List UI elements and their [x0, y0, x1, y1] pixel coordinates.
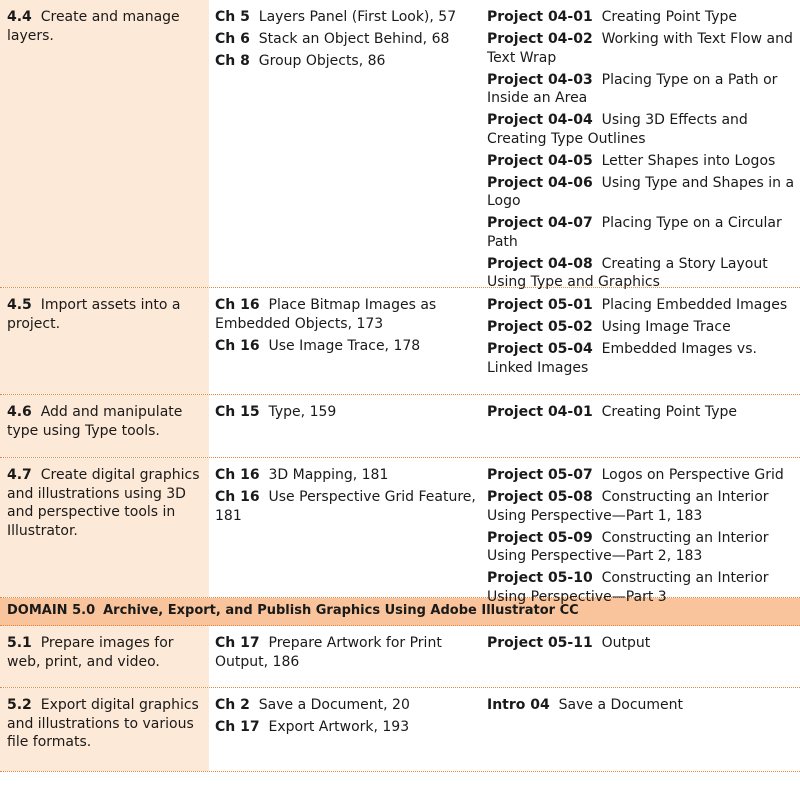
chapter-ref: Ch 5 — [215, 9, 250, 25]
objective-text: Prepare images for web, print, and video. — [7, 635, 174, 670]
chapter-entry — [215, 337, 477, 356]
project-ref: Project 04-08 — [487, 255, 593, 272]
objective-text: Import assets into a project. — [7, 297, 181, 332]
objective-cell — [0, 458, 209, 597]
project-entry — [487, 403, 796, 422]
project-text: Creating Point Type — [601, 404, 737, 420]
chapter-text: Use Perspective Grid Feature, 181 — [215, 489, 476, 524]
project-ref: Project 04-03 — [487, 71, 593, 88]
objective-number: 5.2 — [7, 697, 32, 713]
project-text: Letter Shapes into Logos — [601, 152, 776, 169]
project-text: Output — [601, 635, 651, 651]
project-text: Working with Text Flow and Text Wrap — [487, 31, 793, 66]
project-entry — [487, 30, 796, 67]
chapter-cell — [209, 626, 481, 687]
chapter-ref: Ch 16 — [215, 489, 260, 505]
chapter-cell — [209, 395, 481, 457]
chapter-text: Layers Panel (First Look), 57 — [258, 9, 457, 25]
project-entry — [487, 696, 796, 715]
chapter-ref: Ch 17 — [215, 635, 260, 651]
project-text: Logos on Perspective Grid — [601, 467, 784, 483]
objective-text: Export digital graphics and illustrations to various file formats. — [7, 697, 199, 750]
project-ref: Project 05-02 — [487, 319, 593, 335]
chapter-ref: Ch 16 — [215, 297, 260, 313]
project-entry — [487, 488, 796, 525]
project-ref: Project 05-07 — [487, 467, 593, 483]
project-text: Using Type and Shapes in a Logo — [487, 174, 795, 209]
objective-number: 4.5 — [7, 297, 32, 313]
objective-number: 4.7 — [7, 467, 32, 483]
project-ref: Project 05-09 — [487, 529, 593, 546]
project-ref: Project 05-01 — [487, 297, 593, 313]
chapter-entry — [215, 466, 477, 485]
project-text: Using Image Trace — [601, 319, 731, 335]
chapter-entry — [215, 52, 477, 71]
chapter-ref: Ch 8 — [215, 53, 250, 69]
project-text: Creating a Story Layout Using Type and Graphics — [487, 255, 768, 290]
project-ref: Project 05-11 — [487, 635, 593, 651]
project-text: Placing Type on a Circular Path — [487, 215, 782, 250]
project-ref: Project 04-01 — [487, 404, 593, 420]
project-text: Placing Type on a Path or Inside an Area — [487, 71, 778, 106]
project-entry — [487, 255, 796, 292]
objective-cell — [0, 0, 209, 287]
project-ref: Project 05-08 — [487, 489, 593, 505]
project-entry — [487, 152, 796, 171]
project-text: Creating Point Type — [601, 9, 737, 25]
chapter-ref: Ch 2 — [215, 697, 250, 713]
project-entry — [487, 296, 796, 315]
objective-text: Create and manage layers. — [7, 9, 180, 44]
chapter-ref: Ch 16 — [215, 467, 260, 483]
chapter-entry — [215, 296, 477, 333]
table-row — [0, 288, 800, 395]
chapter-text: Use Image Trace, 178 — [268, 337, 421, 354]
project-entry — [487, 8, 796, 27]
chapter-text: Place Bitmap Images as Embedded Objects, 173 — [215, 297, 437, 332]
chapter-cell — [209, 288, 481, 394]
chapter-entry — [215, 718, 477, 737]
chapter-entry — [215, 8, 477, 27]
chapter-entry — [215, 488, 477, 525]
chapter-text: Export Artwork, 193 — [268, 719, 410, 735]
objective-text: Add and manipulate type using Type tools. — [7, 404, 183, 439]
project-entry — [487, 529, 796, 566]
chapter-entry — [215, 403, 477, 422]
project-entry — [487, 111, 796, 148]
chapter-cell — [209, 458, 481, 597]
chapter-entry — [215, 634, 477, 671]
project-entry — [487, 634, 796, 653]
chapter-ref: Ch 15 — [215, 404, 260, 420]
project-ref: Project 04-01 — [487, 9, 593, 25]
project-ref: Project 04-04 — [487, 112, 593, 128]
project-cell — [481, 626, 800, 687]
chapter-text: 3D Mapping, 181 — [268, 467, 389, 483]
project-ref: Project 04-02 — [487, 31, 593, 47]
objective-text: Create digital graphics and illustrations using 3D and perspective tools in Illustrator. — [7, 467, 200, 539]
objective-cell — [0, 688, 209, 771]
objective-cell — [0, 626, 209, 687]
chapter-ref: Ch 17 — [215, 719, 260, 735]
project-ref: Intro 04 — [487, 697, 550, 713]
chapter-cell — [209, 0, 481, 287]
project-text: Using 3D Effects and Creating Type Outlines — [487, 112, 748, 147]
project-entry — [487, 318, 796, 337]
objective-cell — [0, 395, 209, 457]
project-cell — [481, 288, 800, 394]
project-ref: Project 04-07 — [487, 215, 593, 231]
project-cell — [481, 688, 800, 771]
table-row — [0, 395, 800, 458]
project-ref: Project 05-04 — [487, 341, 593, 357]
table-row — [0, 0, 800, 288]
chapter-text: Stack an Object Behind, 68 — [258, 31, 450, 47]
project-text: Placing Embedded Images — [601, 297, 788, 313]
project-ref: Project 05-10 — [487, 570, 593, 586]
chapter-text: Prepare Artwork for Print Output, 186 — [215, 635, 442, 670]
project-entry — [487, 466, 796, 485]
project-entry — [487, 214, 796, 251]
domain-label: DOMAIN 5.0 — [7, 603, 96, 619]
project-cell — [481, 395, 800, 457]
project-ref: Project 04-06 — [487, 174, 593, 191]
chapter-ref: Ch 6 — [215, 31, 250, 47]
project-entry — [487, 174, 796, 211]
objective-number: 4.6 — [7, 404, 32, 420]
project-text: Constructing an Interior Using Perspective—Part 3 — [487, 570, 769, 605]
project-text: Save a Document — [558, 697, 684, 713]
chapter-entry — [215, 696, 477, 715]
project-ref: Project 04-05 — [487, 152, 593, 169]
project-text: Embedded Images vs. Linked Images — [487, 341, 757, 376]
objective-number: 4.4 — [7, 9, 32, 25]
chapter-entry — [215, 30, 477, 49]
objective-number: 5.1 — [7, 635, 32, 651]
project-entry — [487, 569, 796, 606]
chapter-text: Group Objects, 86 — [258, 53, 386, 69]
chapter-text: Save a Document, 20 — [258, 697, 410, 713]
project-cell — [481, 0, 800, 290]
project-entry — [487, 340, 796, 377]
domain-title: Archive, Export, and Publish Graphics Using Adobe Illustrator CC — [103, 603, 579, 619]
table-row — [0, 688, 800, 772]
project-entry — [487, 71, 796, 108]
table-row — [0, 626, 800, 688]
chapter-ref: Ch 16 — [215, 337, 260, 354]
project-cell — [481, 458, 800, 605]
objective-cell — [0, 288, 209, 394]
project-text: Constructing an Interior Using Perspective—Part 2, 183 — [487, 529, 769, 564]
table-row — [0, 458, 800, 605]
chapter-text: Type, 159 — [268, 404, 337, 420]
project-text: Constructing an Interior Using Perspective—Part 1, 183 — [487, 489, 769, 524]
chapter-cell — [209, 688, 481, 771]
